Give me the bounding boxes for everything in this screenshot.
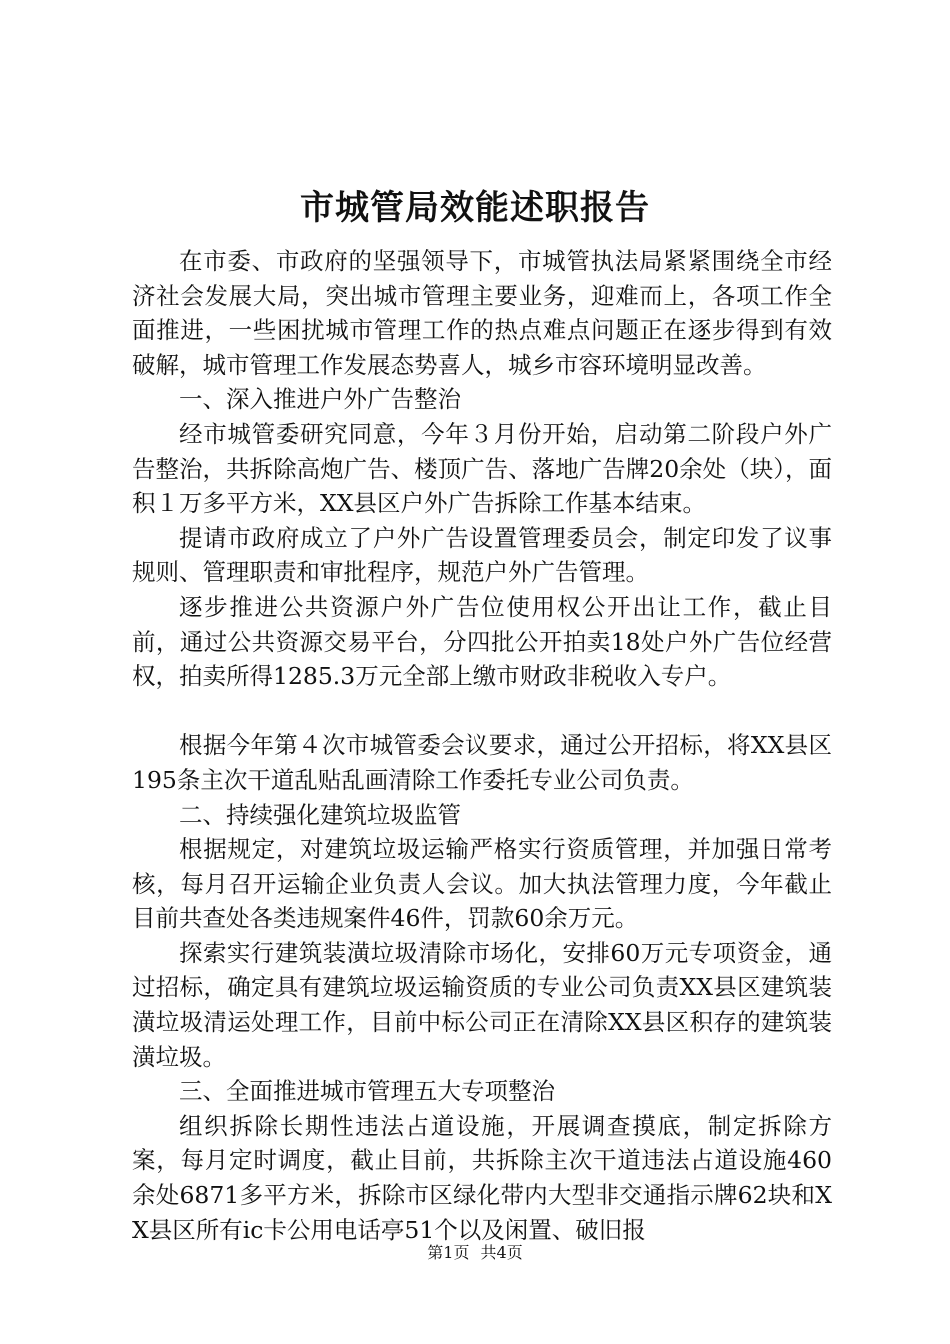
page-number: 第1页 bbox=[427, 1243, 470, 1262]
body-paragraph: 组织拆除长期性违法占道设施，开展调查摸底，制定拆除方案，每月定时调度，截止目前，共拆除主次干道违法占道设施460余处6871多平方米，拆除市区绿化带内大型非交通指示牌62块和XX县区所有ic卡公用电话亭51个以及闲置、破旧报 bbox=[132, 1111, 832, 1244]
intro-paragraph: 在市委、市政府的坚强领导下，市城管执法局紧紧围绕全市经济社会发展大局，突出城市管理主要业务，迎难而上，各项工作全面推进，一些困扰城市管理工作的热点难点问题正在逐步得到有效破解，城市管理工作发展态势喜人，城乡市容环境明显改善。 bbox=[132, 247, 832, 379]
body-paragraph: 根据规定，对建筑垃圾运输严格实行资质管理，并加强日常考核，每月召开运输企业负责人会议。加大执法管理力度，今年截止目前共查处各类违规案件46件，罚款60余万元。 bbox=[132, 835, 832, 933]
page-total: 共4页 bbox=[480, 1243, 523, 1262]
section-heading-2: 二、持续强化建筑垃圾监管 bbox=[179, 800, 461, 829]
body-paragraph: 经市城管委研究同意，今年３月份开始，启动第二阶段户外广告整治，共拆除高炮广告、楼顶广告、落地广告牌20余处（块），面积１万多平方米，XX县区户外广告拆除工作基本结束。 bbox=[132, 419, 832, 518]
document-title: 市城管局效能述职报告 bbox=[300, 188, 650, 228]
paragraph-gap bbox=[132, 694, 832, 729]
body-paragraph: 提请市政府成立了户外广告设置管理委员会，制定印发了议事规则、管理职责和审批程序，规范户外广告管理。 bbox=[132, 523, 832, 587]
body-paragraph: 根据今年第４次市城管委会议要求，通过公开招标，将XX县区195条主次干道乱贴乱画清除工作委托专业公司负责。 bbox=[132, 731, 832, 794]
document-body bbox=[132, 244, 832, 1247]
section-heading-3: 三、全面推进城市管理五大专项整治 bbox=[179, 1077, 555, 1106]
section-heading-1: 一、深入推进户外广告整治 bbox=[179, 385, 461, 414]
body-paragraph: 逐步推进公共资源户外广告位使用权公开出让工作，截止目前，通过公共资源交易平台，分四批公开拍卖18处户外广告位经营权，拍卖所得1285.3万元全部上缴市财政非税收入专户。 bbox=[132, 592, 832, 691]
page-footer bbox=[0, 1243, 950, 1263]
body-paragraph: 探索实行建筑装潢垃圾清除市场化，安排60万元专项资金，通过招标，确定具有建筑垃圾运输资质的专业公司负责XX县区建筑装潢垃圾清运处理工作，目前中标公司正在清除XX县区积存的建筑装潢垃圾。 bbox=[132, 938, 832, 1071]
